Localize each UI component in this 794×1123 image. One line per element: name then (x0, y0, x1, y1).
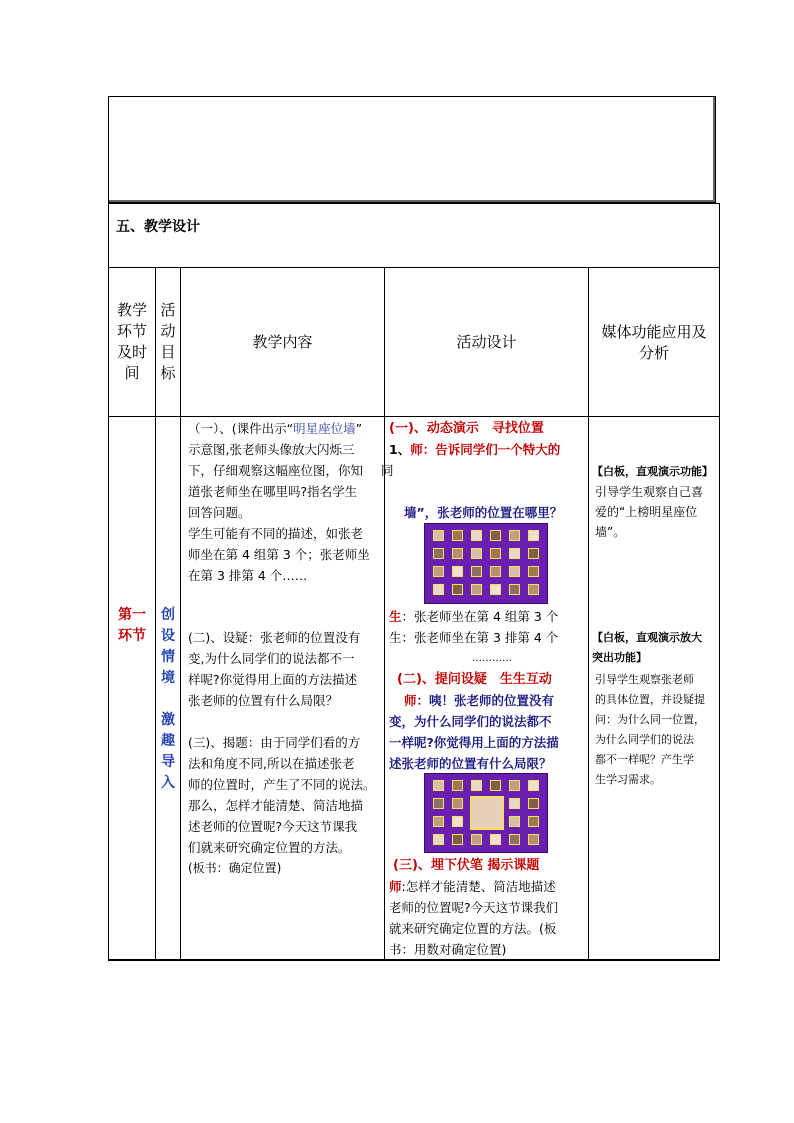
content-p1-suffix: ” (355, 421, 363, 436)
star-seat-wall-image-1 (424, 523, 548, 604)
content-p2-line: 样呢?你觉得用上面的方法描述 (188, 672, 358, 687)
section-title: 五、教学设计 (116, 219, 200, 235)
portrait-thumbnail (452, 584, 463, 595)
header-col5-line: 分析 (638, 344, 669, 362)
activity-l1-text: ：告诉同学们一个特大的 (422, 442, 561, 457)
activity-q-line: 述张老师的位置有什么局限？ (389, 756, 552, 771)
portrait-thumbnail (528, 548, 539, 559)
portrait-thumbnail (471, 548, 482, 559)
row-divider-1 (108, 267, 720, 268)
media-title-2-line: 【白板，直观演示放大 (592, 631, 702, 644)
activity-q-line: 一样呢?你觉得用上面的方法描 (389, 735, 559, 750)
portrait-thumbnail (509, 584, 520, 595)
activity-l1-num: 1、 (389, 442, 411, 457)
activity-t-line: 老师的位置呢?今天这节课我们 (389, 900, 559, 915)
content-p1-line: 下，仔细观察这幅座位图，你知 (188, 463, 364, 478)
content-p3-line: (板书：确定位置) (188, 861, 282, 875)
portrait-thumbnail (433, 834, 444, 845)
content-p3-line: 述老师的位置呢?今天这节课我 (188, 819, 358, 834)
top-empty-box (108, 96, 716, 203)
content-p1b-line: 在第 3 排第 4 个…… (188, 568, 308, 583)
media-m2-line: 生学习需求。 (595, 773, 661, 786)
col-divider-2 (180, 267, 181, 960)
portrait-thumbnail (471, 566, 482, 577)
portrait-thumbnail (471, 834, 482, 845)
portrait-thumbnail (509, 834, 520, 845)
header-activity-goal (156, 300, 180, 384)
goal-char: 创 (161, 607, 175, 623)
portrait-thumbnail (490, 566, 501, 577)
portrait-thumbnail (509, 816, 520, 827)
activity-t-line: :怎样才能清楚、简洁地描述 (401, 879, 556, 894)
activity-q-line: 变，为什么同学们的说法都不 (389, 714, 552, 729)
media-m2-line: 都不一样呢？产生学 (595, 753, 694, 766)
content-p3-line: 师的位置时，产生了不同的说法。 (188, 777, 376, 792)
media-title-2-line: 突出功能】 (592, 651, 647, 664)
portrait-thumbnail (452, 834, 463, 845)
portrait-thumbnail (433, 584, 444, 595)
activity-q-role: 师 (404, 693, 417, 708)
content-p2-line: 张老师的位置有什么局限？ (188, 693, 339, 708)
portrait-thumbnail (509, 548, 520, 559)
portrait-thumbnail (471, 780, 482, 791)
portrait-thumbnail (528, 816, 539, 827)
portrait-thumbnail (490, 530, 501, 541)
goal-char: 趣 (161, 733, 175, 749)
portrait-thumbnail (452, 798, 463, 809)
portrait-thumbnail (490, 548, 501, 559)
portrait-thumbnail (509, 780, 520, 791)
goal-spacer (159, 689, 177, 710)
header-col2-char: 目 (160, 343, 176, 361)
content-p1b-line: 学生可能有不同的描述，如张老 (188, 526, 364, 541)
header-col2-char: 标 (160, 364, 176, 382)
portrait-thumbnail (452, 566, 463, 577)
goal-char: 境 (161, 670, 175, 686)
activity-t-line: 就来研究确定位置的方法。(板 (389, 921, 557, 936)
portrait-thumbnail (433, 780, 444, 791)
portrait-thumbnail (490, 834, 501, 845)
content-p1-line: 示意图,张老师头像放大闪烁三 (188, 442, 355, 457)
teacher-portrait-enlarged (470, 796, 504, 830)
portrait-thumbnail (452, 530, 463, 541)
content-p2-line: (二)、设疑：张老师的位置没有 (188, 630, 361, 645)
activity-student-2: 生：张老师坐在第 3 排第 4 个 (389, 630, 559, 645)
content-p1-overflow: 同 (381, 463, 394, 478)
header-stage-time (109, 300, 155, 384)
portrait-thumbnail (509, 798, 520, 809)
header-media-analysis (589, 322, 719, 364)
portrait-thumbnail (433, 816, 444, 827)
content-p1-line: 道张老师坐在哪里吗?指名学生 (188, 484, 358, 499)
stage-line: 环节 (118, 628, 146, 644)
activity-student-1 (389, 606, 558, 627)
content-p1-line: 回答问题。 (188, 505, 251, 520)
activity-heading-3: (三)、埋下伏笔 揭示课题 (393, 858, 540, 873)
activity-heading-2: (二)、提问设疑 生生互动 (397, 672, 552, 687)
header-col1-line: 教学 (116, 301, 147, 319)
content-p2-line: 变,为什么同学们的说法都不一 (188, 651, 355, 666)
media-m2-line: 为什么同学们的说法 (595, 733, 694, 746)
activity-teacher-line (389, 876, 556, 897)
content-p1-first-line (188, 418, 362, 439)
portrait-thumbnail (433, 548, 444, 559)
header-col1-line: 及时 (116, 343, 147, 361)
portrait-thumbnail (452, 548, 463, 559)
portrait-thumbnail (471, 584, 482, 595)
activity-heading-1: (一)、动态演示 寻找位置 (389, 421, 544, 436)
activity-s1-text: ：张老师坐在第 4 组第 3 个 (401, 609, 559, 624)
portrait-thumbnail (509, 566, 520, 577)
media-m2-line: 问：为什么同一位置， (595, 713, 705, 726)
goal-char: 导 (161, 754, 175, 770)
table-border-top (108, 203, 720, 204)
portrait-thumbnail (433, 798, 444, 809)
header-col2-char: 动 (160, 322, 176, 340)
portrait-thumbnail (528, 584, 539, 595)
stage-line: 第一 (118, 607, 146, 623)
content-p3-line: 们就来研究确定位置的方法。 (188, 840, 351, 855)
portrait-thumbnail (433, 530, 444, 541)
content-p3-line: 法和角度不同,所以在描述张老 (188, 756, 355, 771)
media-m1-line: 引导学生观察自己喜 (595, 485, 704, 499)
content-p1-prefix: （一）、(课件出示“ (188, 421, 294, 436)
portrait-thumbnail (528, 834, 539, 845)
activity-q-line: ：咦！张老师的位置没有 (416, 693, 555, 708)
media-m2-line: 的具体位置，并设疑提 (595, 693, 705, 706)
media-title-1: 【白板，直观演示功能】 (592, 465, 713, 478)
header-col1-line: 间 (124, 364, 140, 382)
activity-t-role: 师 (389, 879, 402, 894)
activity-l1-role: 师 (410, 442, 423, 457)
activity-s1-role: 生 (389, 609, 402, 624)
content-p1-highlight: 明星座位墙 (293, 421, 356, 436)
activity-goal-text (159, 605, 177, 794)
portrait-thumbnail (528, 798, 539, 809)
header-activity-design: 活动设计 (456, 333, 517, 351)
portrait-thumbnail (452, 780, 463, 791)
portrait-thumbnail (509, 530, 520, 541)
content-p3-line: 那么，怎样才能清楚、简洁地描 (188, 798, 364, 813)
content-p1b-line: 师坐在第 4 组第 3 个；张老师坐 (188, 547, 370, 562)
portrait-thumbnail (528, 780, 539, 791)
portrait-thumbnail (471, 530, 482, 541)
media-m1-line: 爱的“上榜明星座位 (595, 505, 698, 519)
row-divider-2 (108, 416, 720, 417)
activity-dots: ………… (472, 653, 512, 664)
media-m2-line: 引导学生观察张老师 (595, 673, 694, 686)
table-border-right (719, 203, 720, 960)
activity-question-line (404, 690, 554, 711)
activity-t-line: 书：用数对确定位置) (389, 942, 507, 957)
portrait-thumbnail (528, 566, 539, 577)
col-divider-3 (384, 267, 385, 960)
portrait-thumbnail (433, 566, 444, 577)
content-p3-line: (三)、揭题：由于同学们看的方 (188, 735, 361, 750)
goal-char: 入 (161, 775, 175, 791)
header-col5-line: 媒体功能应用及 (601, 323, 707, 341)
portrait-thumbnail (490, 780, 501, 791)
portrait-thumbnail (452, 816, 463, 827)
goal-char: 设 (161, 628, 175, 644)
goal-char: 激 (161, 712, 175, 728)
col-divider-4 (588, 267, 589, 960)
portrait-thumbnail (490, 584, 501, 595)
header-col1-line: 环节 (116, 322, 147, 340)
goal-char: 情 (161, 649, 175, 665)
media-m1-line: 墙”。 (595, 525, 626, 539)
activity-line-1 (389, 439, 560, 460)
stage-label (109, 605, 155, 647)
header-col2-char: 活 (160, 301, 176, 319)
portrait-thumbnail (528, 530, 539, 541)
activity-line-2: 墙”，张老师的位置在哪里？ (404, 505, 563, 520)
header-teaching-content: 教学内容 (252, 333, 313, 351)
star-seat-wall-image-2 (424, 773, 548, 853)
